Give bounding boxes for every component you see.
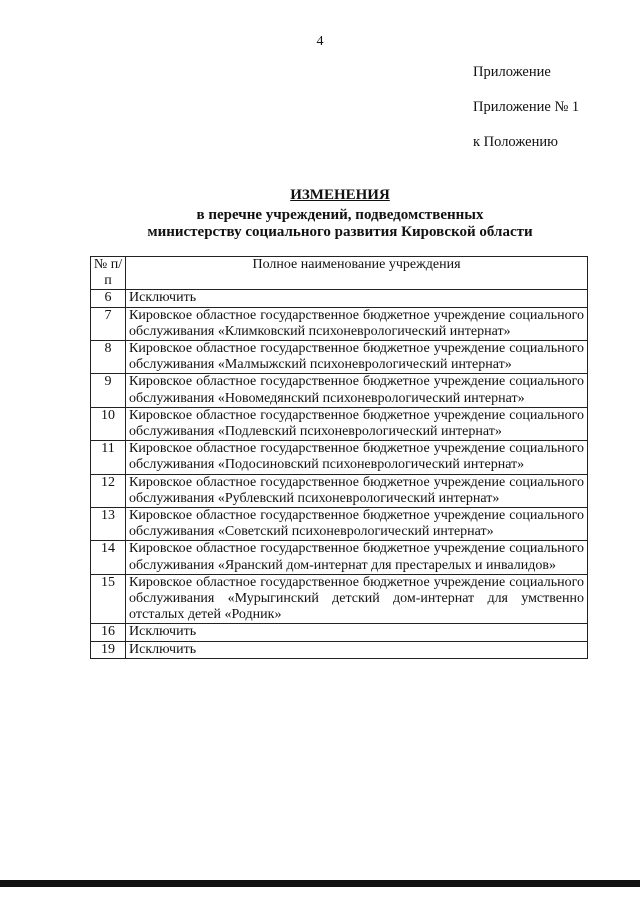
table-row	[91, 541, 588, 574]
table-row	[91, 307, 588, 340]
scan-edge-bar	[0, 880, 640, 887]
title-heading: ИЗМЕНЕНИЯ	[290, 187, 390, 203]
row-text: Кировское областное государственное бюджетное учреждение социального обслуживания «Подосиновский психоневрологический интернат»	[126, 441, 588, 474]
table-row	[91, 341, 588, 374]
row-number: 12	[91, 474, 126, 507]
row-text: Кировское областное государственное бюджетное учреждение социального обслуживания «Мурыгинский детский дом-интернат для умственно отсталых детей «Родник»	[126, 574, 588, 624]
table-row	[91, 574, 588, 624]
table-row	[91, 641, 588, 658]
row-number: 16	[91, 624, 126, 641]
row-number: 6	[91, 290, 126, 307]
table-row	[91, 290, 588, 307]
row-number: 13	[91, 508, 126, 541]
row-number: 9	[91, 374, 126, 407]
row-text: Исключить	[126, 290, 588, 307]
appendix-line: Приложение	[473, 64, 551, 80]
title-line-2: министерству социального развития Кировской области	[147, 224, 533, 240]
row-text: Исключить	[126, 641, 588, 658]
table-row	[91, 407, 588, 440]
table-row	[91, 441, 588, 474]
table-header-row	[91, 257, 588, 290]
row-text: Кировское областное государственное бюджетное учреждение социального обслуживания «Новомедянский психоневрологический интернат»	[126, 374, 588, 407]
row-text: Исключить	[126, 624, 588, 641]
table-row	[91, 474, 588, 507]
table-row	[91, 508, 588, 541]
header-number: № п/п	[91, 257, 126, 290]
appendix-regulation-line: к Положению	[473, 134, 558, 150]
row-number: 7	[91, 307, 126, 340]
row-text: Кировское областное государственное бюджетное учреждение социального обслуживания «Подлевский психоневрологический интернат»	[126, 407, 588, 440]
appendix-number-line: Приложение № 1	[473, 99, 580, 115]
row-number: 11	[91, 441, 126, 474]
row-text: Кировское областное государственное бюджетное учреждение социального обслуживания «Климковский психоневрологический интернат»	[126, 307, 588, 340]
table-row	[91, 624, 588, 641]
institutions-table	[90, 256, 588, 659]
row-number: 15	[91, 574, 126, 624]
page-number: 4	[316, 34, 324, 49]
row-number: 10	[91, 407, 126, 440]
title-line-1: в перечне учреждений, подведомственных	[196, 207, 484, 223]
header-name: Полное наименование учреждения	[126, 257, 588, 290]
row-number: 8	[91, 341, 126, 374]
row-text: Кировское областное государственное бюджетное учреждение социального обслуживания «Рублевский психоневрологический интернат»	[126, 474, 588, 507]
table-row	[91, 374, 588, 407]
row-text: Кировское областное государственное бюджетное учреждение социального обслуживания «Советский психоневрологический интернат»	[126, 508, 588, 541]
row-text: Кировское областное государственное бюджетное учреждение социального обслуживания «Малмыжский психоневрологический интернат»	[126, 341, 588, 374]
row-number: 19	[91, 641, 126, 658]
row-number: 14	[91, 541, 126, 574]
document-title	[0, 187, 640, 241]
row-text: Кировское областное государственное бюджетное учреждение социального обслуживания «Яранский дом-интернат для престарелых и инвалидов»	[126, 541, 588, 574]
appendix-block	[473, 64, 579, 169]
